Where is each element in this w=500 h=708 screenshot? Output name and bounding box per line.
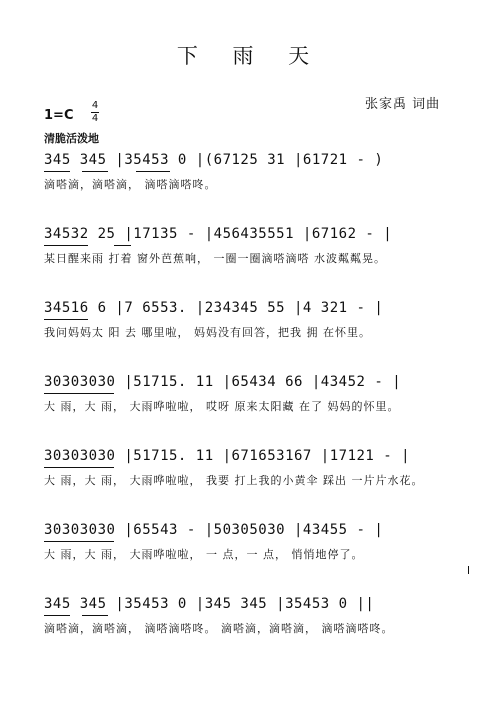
lyrics-line-4: 大 雨，大 雨， 大雨哗啦啦， 哎呀 原来太阳藏 在了 妈妈的怀里。	[44, 400, 400, 413]
time-signature-top: 4	[91, 100, 99, 111]
lyrics-line-5: 大 雨，大 雨， 大雨哗啦啦， 我要 打上我的小黄伞 踩出 一片片水花。	[44, 474, 424, 487]
time-signature	[90, 100, 100, 125]
margin-mark	[468, 566, 469, 574]
underline	[44, 541, 114, 542]
underline	[44, 615, 70, 616]
underline	[136, 171, 170, 172]
underline	[114, 245, 131, 246]
underline	[44, 319, 88, 320]
time-signature-bottom: 4	[91, 113, 99, 124]
notation-line-1: 345 345 |35453 0 |(67125 31 |61721 - )	[44, 152, 384, 168]
notation-line-3: 34516 6 |7 6553. |234345 55 |4 321 - |	[44, 300, 384, 316]
notation-line-7: 345 345 |35453 0 |345 345 |35453 0 ||	[44, 596, 375, 612]
underline	[44, 393, 114, 394]
notation-line-5: 30303030 |51715. 11 |671653167 |17121 - |	[44, 448, 411, 464]
underline	[82, 615, 108, 616]
lyrics-line-6: 大 雨，大 雨， 大雨哗啦啦， 一 点，一 点， 悄悄地停了。	[44, 548, 364, 561]
notation-line-2: 34532 25 |17135 - |456435551 |67162 - |	[44, 226, 393, 242]
lyrics-line-1: 滴嗒滴，滴嗒滴， 滴嗒滴嗒咚。	[44, 178, 217, 191]
underline	[44, 245, 88, 246]
underline	[44, 467, 114, 468]
key-signature: 1=C	[44, 108, 74, 123]
notation-line-4: 30303030 |51715. 11 |65434 66 |43452 - |	[44, 374, 402, 390]
tempo-marking: 清脆活泼地	[44, 132, 99, 145]
underline	[44, 171, 70, 172]
lyrics-line-2: 某日醒来雨 打着 窗外芭蕉响， 一圈一圈滴嗒滴嗒 水波粼粼晃。	[44, 252, 386, 265]
author-credit: 张家禹 词曲	[365, 97, 441, 112]
underline	[82, 171, 108, 172]
notation-line-6: 30303030 |65543 - |50305030 |43455 - |	[44, 522, 384, 538]
lyrics-line-7: 滴嗒滴，滴嗒滴， 滴嗒滴嗒咚。 滴嗒滴，滴嗒滴， 滴嗒滴嗒咚。	[44, 622, 394, 635]
lyrics-line-3: 我问妈妈太 阳 去 哪里啦， 妈妈没有回答，把我 拥 在怀里。	[44, 326, 371, 339]
song-title: 下 雨 天	[176, 44, 324, 68]
